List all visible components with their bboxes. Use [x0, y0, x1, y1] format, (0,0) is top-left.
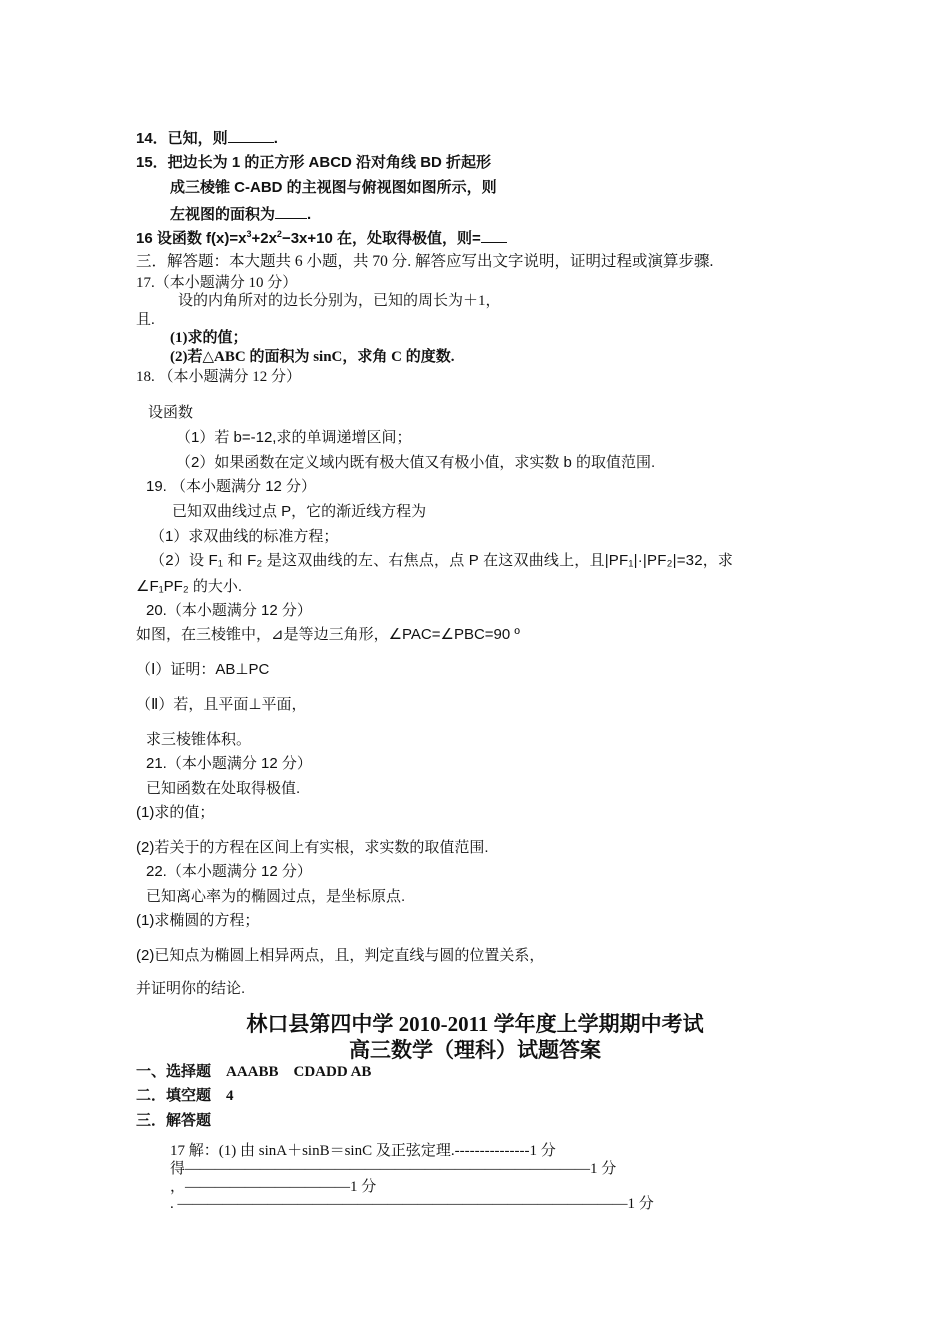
q19-part-2: （2）设 F₁ 和 F₂ 是这双曲线的左、右焦点，点 P 在这双曲线上，且|PF₁|·|PF₂|=32，求: [150, 552, 734, 569]
answer-17-line-1: 17 解：(1) 由 sinA＋sinB＝sinC 及正弦定理.---------------1 分: [170, 1143, 556, 1159]
answer-17-line-2: 得———————————————————————————1 分: [170, 1161, 617, 1177]
q20-part-3: 求三棱锥体积。: [146, 731, 252, 748]
q20-header: 20.（本小题满分 12 分）: [146, 602, 312, 619]
q19-part-1: （1）求双曲线的标准方程；: [150, 528, 339, 545]
q20-line-1: 如图，在三棱锥中，⊿是等边三角形，∠PAC=∠PBC=90 º: [136, 626, 520, 643]
q14-answer-blank: [228, 128, 274, 143]
q14-end: .: [273, 130, 278, 147]
q15-text: 左视图的面积为: [170, 206, 276, 223]
q21-part-2: (2)若关于的方程在区间上有实根，求实数的取值范围.: [136, 839, 489, 856]
q18-line-1: 设函数: [148, 404, 194, 421]
q20-part-2: （Ⅱ）若，且平面⊥平面，: [136, 696, 307, 713]
q21-line-1: 已知函数在处取得极值.: [146, 780, 301, 797]
q16-exp-2: 2: [276, 229, 282, 239]
q16-answer-blank: [481, 228, 507, 243]
q20-part-1: （Ⅰ）证明：AB⊥PC: [136, 661, 270, 678]
answer-title-1: 林口县第四中学 2010-2011 学年度上学期期中考试: [246, 1012, 704, 1036]
q16-exp-1: 3: [246, 229, 252, 239]
q16-line: [136, 228, 507, 249]
q16-pre: 16 设函数 f(x)=x: [136, 230, 247, 247]
answer-section-1: 一、选择题 AAABB CDADD AB: [136, 1064, 372, 1080]
q22-header: 22.（本小题满分 12 分）: [146, 863, 312, 880]
answer-17-line-4: . ——————————————————————————————1 分: [170, 1196, 654, 1212]
q14-text: 14．已知，则: [136, 130, 228, 147]
q22-part-1: (1)求椭圆的方程；: [136, 912, 260, 929]
q17-header: 17.（本小题满分 10 分）: [136, 275, 298, 291]
q14-line: [136, 128, 278, 149]
answer-section-2: 二．填空题 4: [136, 1088, 234, 1104]
q19-header: 19. （本小题满分 12 分）: [146, 478, 317, 495]
answer-title-2: 高三数学（理科）试题答案: [349, 1038, 601, 1062]
q21-part-1: (1)求的值；: [136, 804, 215, 821]
q22-line-1: 已知离心率为的椭圆过点，是坐标原点.: [146, 888, 406, 905]
q22-part-2: (2)已知点为椭圆上相异两点，且，判定直线与圆的位置关系，: [136, 947, 545, 964]
q15-line-2: 成三棱锥 C-ABD 的主视图与俯视图如图所示，则: [170, 179, 497, 196]
q22-part-3: 并证明你的结论.: [136, 980, 246, 997]
answer-section-3: 三．解答题: [136, 1113, 212, 1129]
q19-line-1: 已知双曲线过点 P，它的渐近线方程为: [172, 503, 427, 520]
q15-end: .: [307, 206, 312, 223]
q18-part-2: （2）如果函数在定义域内既有极大值又有极小值，求实数 b 的取值范围.: [176, 454, 656, 471]
q15-answer-blank: [275, 204, 307, 219]
q18-part-1: （1）若 b=-12,求的单调递增区间；: [176, 429, 412, 446]
q21-header: 21.（本小题满分 12 分）: [146, 755, 312, 772]
q17-line-1: 设的内角所对的边长分别为，已知的周长为＋1，: [178, 293, 501, 309]
q17-part-1: (1)求的值；: [170, 330, 248, 346]
q18-header: 18. （本小题满分 12 分）: [136, 369, 302, 385]
q15-line-3: [170, 204, 311, 225]
q16-mid-2: −3x+10 在，处取得极值，则=: [281, 230, 481, 247]
q19-part-2-cont: ∠F₁PF₂ 的大小.: [136, 578, 242, 595]
q15-line-1: 15．把边长为 1 的正方形 ABCD 沿对角线 BD 折起形: [136, 154, 492, 171]
q16-mid-1: +2x: [251, 230, 277, 247]
answer-17-line-3: ，———————————1 分: [170, 1179, 377, 1195]
section-3-heading: 三．解答题：本大题共 6 小题，共 70 分. 解答应写出文字说明，证明过程或演算步骤.: [136, 253, 714, 270]
q17-line-2: 且.: [136, 312, 155, 328]
q17-part-2: (2)若△ABC 的面积为 sinC，求角 C 的度数.: [170, 349, 455, 365]
